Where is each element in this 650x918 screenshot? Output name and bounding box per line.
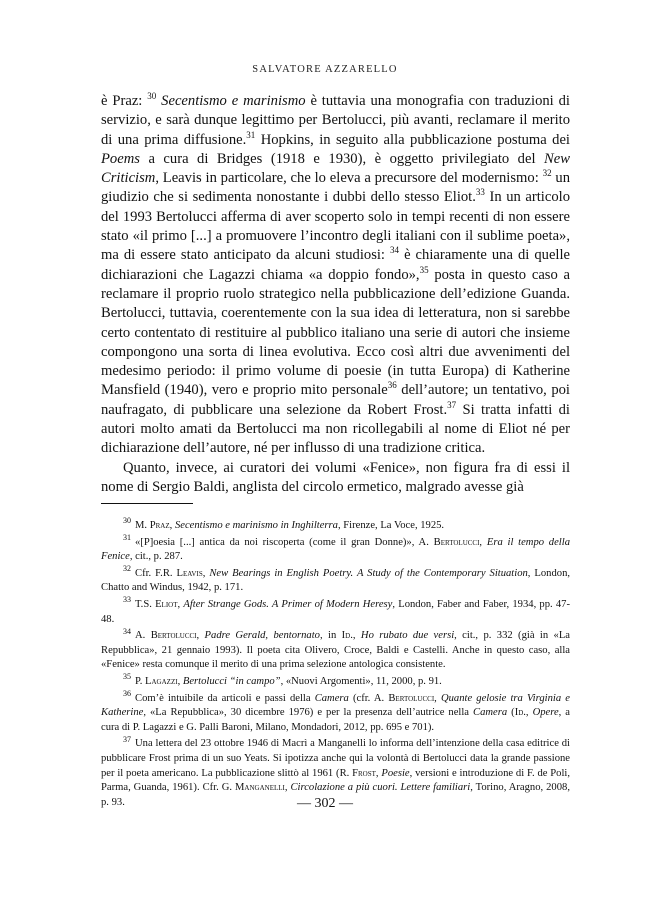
footnote-ref-37[interactable]: 37: [447, 399, 457, 410]
paragraph-2: Quanto, invece, ai curatori dei volumi «Fenice», non figura fra di essi il nome di Sergio Baldi, anglista del circolo ermetico, malgrado avesse già: [101, 459, 570, 495]
footnote-separator: [101, 503, 193, 504]
footnote-33: $^{33}$ T.S. Eliot, After Strange Gods. A Primer of Modern Heresy, London, Faber and Faber, 1934, pp. 47-48.: [101, 595, 570, 625]
footnote-34: $^{34}$ A. Bertolucci, Padre Gerald, bentornato, in Id., Ho rubato due versi, cit., p. 332 (già in «La Repubblica», 21 gennaio 1993). Il poeta cita Olivero, Croce, Baldi e Castelli. Anche in questo caso, alla «Fenice» resta comunque il merito di una prima selezione antologica consistente.: [101, 626, 570, 671]
footnotes: [101, 516, 571, 812]
footnote-36: $^{36}$ Com’è intuibile da articoli e passi della Camera (cfr. A. Bertolucci, Quante gelosie tra Virginia e Katherine, «La Repubblica», 30 dicembre 1976) e per la presenza dell’autrice nella Camera (Id., Opere, a cura di P. Lagazzi e G. Palli Baroni, Milano, Mondadori, 2012, pp. 695 e 701).: [101, 689, 571, 733]
footnote-ref-33[interactable]: 33: [475, 187, 485, 198]
footnote-31: $^{31}$ «[P]oesia [...] antica da noi riscoperta (come il gran Donne)», A. Bertolucci, Era il tempo della Fenice, cit., p. 287.: [101, 533, 570, 563]
footnote-ref-30[interactable]: 30: [147, 91, 157, 102]
footnote-ref-31[interactable]: 31: [246, 129, 256, 140]
main-text: [101, 92, 570, 497]
page-number: — 302 —: [297, 796, 353, 811]
footnote-ref-32[interactable]: 32: [542, 168, 552, 179]
footnote-35: $^{35}$ P. Lagazzi, Bertolucci “in campo”, «Nuovi Argomenti», 11, 2000, p. 91.: [123, 672, 442, 687]
paragraph-1: è Praz: $^{30}$ Secentismo e marinismo è tuttavia una monografia con traduzioni di servizio, e sarà dunque legittimo per Bertolucci, più avanti, reclamare il merito di una prima diffusione.$^{31}$ Hopkins, in seguito alla pubblicazione postuma dei Poems a cura di Bridges (1918 e 1930), è oggetto privilegiato del New Criticism, Leavis in particolare, che lo eleva a precursore del modernismo: $^{32}$ un giudizio che si sedimenta nonostante i dubbi dello stesso Eliot.$^{33}$ In un articolo del 1993 Bertolucci afferma di aver scoperto solo in tempi recenti di non essere stato «il primo [...] a promuovere l’incontro degli italiani con il sublime poeta», ma di essere stato anticipato da alcuni studiosi: $^{34}$ è chiaramente una di quelle dichiarazioni che Lagazzi chiama «a doppio fondo»,$^{35}$ posta in questo caso a reclamare il proprio ruolo strategico nella pubblicazione dell’edizione Guanda. Bertolucci, tuttavia, coerentemente con la sua idea di letteratura, non si sarebbe certo contentato di restituire al pubblico italiano una serie di autori che insieme compongono una sorta di linea evolutiva. Ecco così altri due avvenimenti del medesimo periodo: il primo volume di poesie (in tutta Europa) di Katherine Mansfield (1940), vero e proprio mito personale$^{36}$ dell’autore; un tentativo, poi naufragato, di pubblicare una selezione da Robert Frost.$^{37}$ Si tratta infatti di autori molto amati da Bertolucci ma non ricollegabili al nome di Eliot né per dichiarazione dell’autore, né per influsso di una tradizione critica.: [101, 91, 571, 457]
footnote-30: $^{30}$ M. Praz, Secentismo e marinismo in Inghilterra, Firenze, La Voce, 1925.: [123, 516, 445, 531]
footnote-32: $^{32}$ Cfr. F.R. Leavis, New Bearings in English Poetry. A Study of the Contemporary Situation, London, Chatto and Windus, 1942, p. 171.: [101, 564, 571, 594]
running-head: SALVATORE AZZARELLO: [252, 64, 398, 75]
footnote-ref-35[interactable]: 35: [419, 264, 429, 275]
footnote-37: $^{37}$ Una lettera del 23 ottobre 1946 di Macrì a Manganelli lo informa dell’intenzione della casa editrice di pubblicare Frost prima di un suo Yeats. Si ipotizza anche qui la volontà di Bertolucci data la grande passione per il poeta americano. La pubblicazione slittò al 1961 (R. Frost, Poesie, versioni e introduzione di F. de Poli, Parma, Guanda, 1961). Cfr. G. Manganelli, Circolazione a più cuori. Lettere familiari, Torino, Aragno, 2008, p. 93.: [101, 734, 570, 808]
footnote-ref-36[interactable]: 36: [387, 380, 397, 391]
footnote-ref-34[interactable]: 34: [390, 245, 400, 256]
